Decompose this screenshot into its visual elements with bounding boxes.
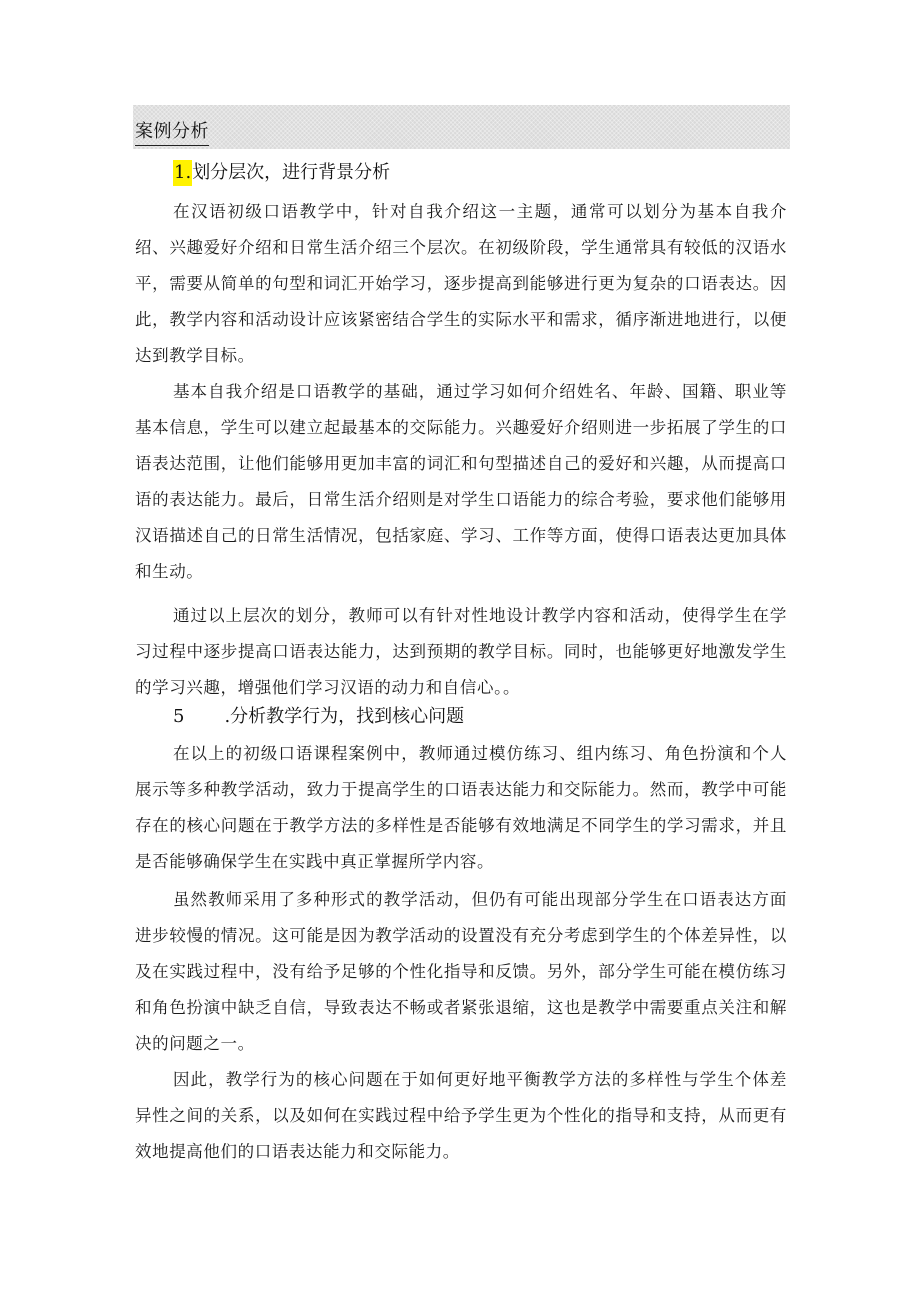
section-title: 案例分析 bbox=[135, 119, 209, 146]
paragraph-2: 基本自我介绍是口语教学的基础，通过学习如何介绍姓名、年龄、国籍、职业等基本信息，学生可以建立起最基本的交际能力。兴趣爱好介绍则进一步拓展了学生的口语表达范围，让他们能够用更加丰富的词汇和句型描述自己的爱好和兴趣，从而提高口语的表达能力。最后，日常生活介绍则是对学生口语能力的综合考验，要求他们能够用汉语描述自己的日常生活情况，包括家庭、学习、工作等方面，使得口语表达更加具体和生动。 bbox=[135, 382, 787, 581]
paragraph-3: 通过以上层次的划分，教师可以有针对性地设计教学内容和活动，使得学生在学习过程中逐步提高口语表达能力，达到预期的教学目标。同时，也能够更好地激发学生的学习兴趣，增强他们学习汉语的动力和自信心。。 bbox=[135, 606, 787, 697]
section-header bbox=[133, 105, 790, 149]
heading-1-text: 划分层次，进行背景分析 bbox=[192, 162, 391, 183]
heading-1 bbox=[173, 160, 390, 186]
paragraph-1: 在汉语初级口语教学中，针对自我介绍这一主题，通常可以划分为基本自我介绍、兴趣爱好介绍和日常生活介绍三个层次。在初级阶段，学生通常具有较低的汉语水平，需要从简单的句型和词汇开始学习，逐步提高到能够进行更为复杂的口语表达。因此，教学内容和活动设计应该紧密结合学生的实际水平和需求，循序渐进地进行，以便达到教学目标。 bbox=[135, 202, 787, 365]
heading-2-text: .分析教学行为，找到核心问题 bbox=[224, 706, 465, 727]
heading-1-number: 1. bbox=[173, 160, 192, 186]
heading-2 bbox=[173, 704, 464, 730]
paragraph-4: 在以上的初级口语课程案例中，教师通过模仿练习、组内练习、角色扮演和个人展示等多种教学活动，致力于提高学生的口语表达能力和交际能力。然而，教学中可能存在的核心问题在于教学方法的多样性是否能够有效地满足不同学生的学习需求，并且是否能够确保学生在实践中真正掌握所学内容。 bbox=[135, 744, 787, 871]
paragraph-6: 因此，教学行为的核心问题在于如何更好地平衡教学方法的多样性与学生个体差异性之间的关系，以及如何在实践过程中给予学生更为个性化的指导和支持，从而更有效地提高他们的口语表达能力和交际能力。 bbox=[135, 1070, 787, 1161]
heading-2-number: 5 bbox=[173, 706, 185, 727]
paragraph-5: 虽然教师采用了多种形式的教学活动，但仍有可能出现部分学生在口语表达方面进步较慢的情况。这可能是因为教学活动的设置没有充分考虑到学生的个体差异性，以及在实践过程中，没有给予足够的个性化指导和反馈。另外，部分学生可能在模仿练习和角色扮演中缺乏自信，导致表达不畅或者紧张退缩，这也是教学中需要重点关注和解决的问题之一。 bbox=[135, 890, 787, 1053]
